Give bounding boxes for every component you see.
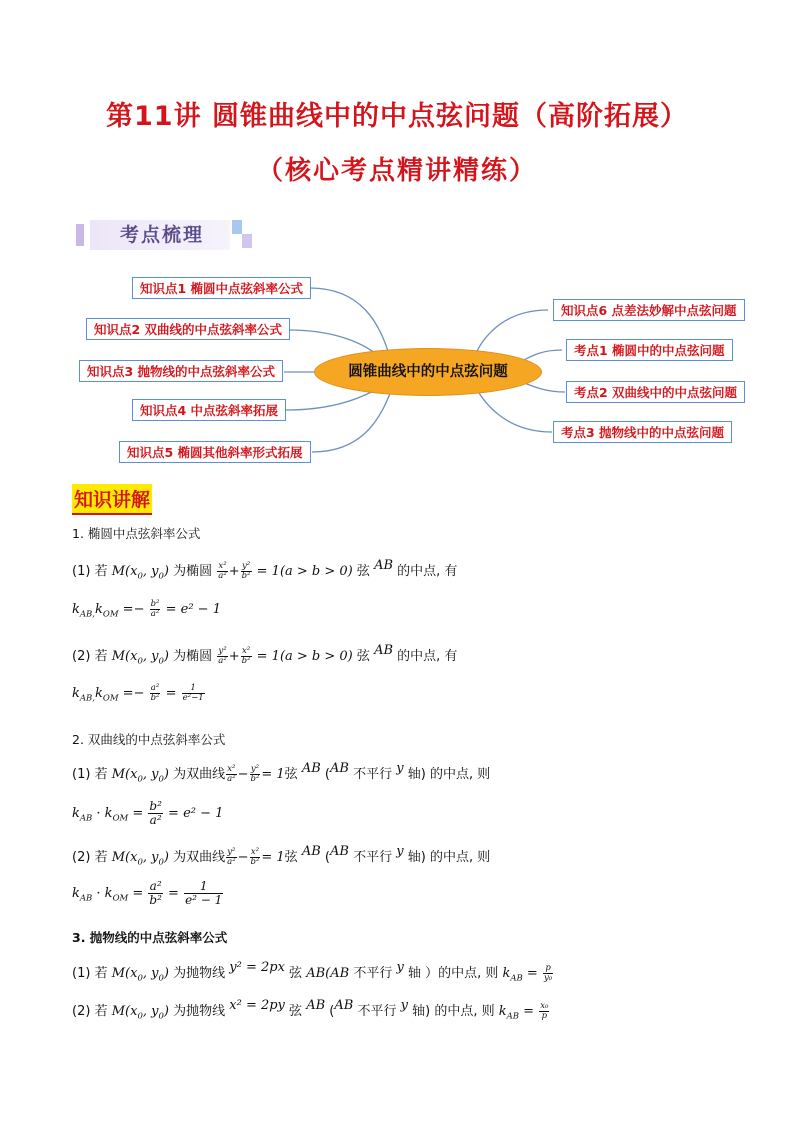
banner-bar [76,224,84,246]
subheading-parabola: 3. 抛物线的中点弦斜率公式 [72,930,228,945]
section-banner [76,214,260,252]
text-xian: 弦 [356,649,370,664]
text-bu-pingxing: 不平行 [353,966,393,981]
item-number: (1) [72,564,91,579]
section-heading: 知识讲解 [72,484,152,515]
text-wei: 为椭圆 [173,564,213,579]
text-xian: 弦 [356,564,370,579]
mindmap-node-knowledge-2: 知识点2 双曲线的中点弦斜率公式 [86,318,290,340]
mindmap-node-knowledge-5: 知识点5 椭圆其他斜率形式拓展 [119,441,311,463]
text-wei: 为双曲线 [173,850,226,865]
banner-square-purple [242,234,252,248]
formula-line-parabola-2: (2) 若 $M(x_0$, $y_0$) 为抛物线 x² = 2py 弦 AB (AB 不平行 y 轴) 的中点, 则 $k_{AB}$ = $\frac{\text{x₀}}{p}$ [72,998,549,1022]
text-ruo: 若 [94,850,108,865]
item-number: (2) [72,1004,91,1019]
math-point-M: $M(x_0$, $y_0$) [111,649,169,667]
text-ruo: 若 [94,767,108,782]
formula-line-parabola-1: (1) 若 $M(x_0$, $y_0$) 为抛物线 y² = 2px 弦 AB(AB 不平行 y 轴 ）的中点, 则 $k_{AB}$ = $\frac{p}{\text{y₀}}$ [72,960,553,984]
item-number: (1) [72,966,91,981]
math-fraction: $\frac{\text{x²}}{\text{a²}}$ [218,561,227,581]
subheading-ellipse: 1. 椭圆中点弦斜率公式 [72,526,201,541]
formula-result-hyperbola-1: $k_{AB} \cdot k_{OM}$ = $\frac{\text{b²}}{\text{a²}}$ = e² − 1 [72,799,224,827]
text-bu-pingxing: 不平行 [353,850,393,865]
text-ruo: 若 [94,966,108,981]
mindmap-node-topic-1: 考点1 椭圆中的中点弦问题 [566,339,733,361]
text-ruo: 若 [94,649,108,664]
mindmap-node-topic-2: 考点2 双曲线中的中点弦问题 [566,381,745,403]
mindmap-node-knowledge-1: 知识点1 椭圆中点弦斜率公式 [132,277,311,299]
text-xian: 弦 [289,966,303,981]
subheading-hyperbola: 2. 双曲线的中点弦斜率公式 [72,732,226,747]
text-bu-pingxing: 不平行 [353,767,393,782]
item-number: (2) [72,850,91,865]
text-wei: 为抛物线 [173,966,226,981]
text-xian: 弦 [289,1004,303,1019]
mindmap-node-knowledge-4: 知识点4 中点弦斜率拓展 [132,399,286,421]
text-zhou: 轴) 的中点, 则 [407,850,491,865]
formula-line-hyperbola-1: (1) 若 $M(x_0$, $y_0$) 为双曲线 $\frac{\text{x²}}{\text{a²}}$ − $\frac{\text{y²}}{\text{b²}}$ = 1弦 AB (AB 不平行 y 轴) 的中点, 则 [72,761,491,785]
text-zhongdian: 的中点, 有 [397,564,458,579]
text-zhou: 轴) 的中点, 则 [407,767,491,782]
math-AB: AB [374,558,394,573]
formula-line-hyperbola-2: (2) 若 $M(x_0$, $y_0$) 为双曲线 $\frac{\text{y²}}{\text{a²}}$ − $\frac{\text{x²}}{\text{b²}}$ = 1弦 AB (AB 不平行 y 轴) 的中点, 则 [72,844,491,868]
mindmap-center-node: 圆锥曲线中的中点弦问题 [314,348,542,396]
page-subtitle: （核心考点精讲精练） [256,156,537,186]
mindmap-node-topic-3: 考点3 抛物线中的中点弦问题 [553,421,732,443]
formula-line-ellipse-2: (2) 若 $M(x_0$, $y_0$) 为椭圆 $\frac{\text{y²}}{\text{a²}}$ + $\frac{\text{x²}}{\text{b²}}$ = 1(a > b > 0) 弦 AB 的中点, 有 [72,643,458,667]
text-wei: 为抛物线 [173,1004,226,1019]
text-wei: 为椭圆 [173,649,213,664]
banner-label: 考点梳理 [120,224,205,246]
formula-line-ellipse-1: (1) 若 $M(x_0$, $y_0$) 为椭圆 $\frac{\text{x²}}{\text{a²}}$ + $\frac{\text{y²}}{\text{b²}}$ = 1(a > b > 0) 弦 AB 的中点, 有 [72,558,458,582]
text-xian: 弦 [284,850,298,865]
text-ruo: 若 [94,1004,108,1019]
text-zhongdian: 的中点, 有 [397,649,458,664]
banner-square-blue [232,220,242,234]
text-ruo: 若 [94,564,108,579]
page-title: 第11讲 圆锥曲线中的中点弦问题（高阶拓展） [106,101,688,132]
item-number: (1) [72,767,91,782]
text-bu-pingxing: 不平行 [357,1004,397,1019]
math-fraction: $\frac{\text{y²}}{\text{b²}}$ [241,561,251,581]
math-point-M: $M(x_0$, $y_0$) [111,564,169,582]
formula-result-hyperbola-2: $k_{AB} \cdot k_{OM}$ = $\frac{\text{a²}}{\text{b²}}$ = $\frac{1}{\text{e² − 1}}$ [72,879,223,907]
math-ellipse-condition: = 1(a > b > 0) [256,564,353,579]
formula-result-ellipse-2: $k_{AB,}k_{OM}$ =− $\frac{\text{a²}}{\text{b²}}$ = $\frac{1}{\text{e²−1}}$ [72,683,204,704]
mindmap-node-knowledge-3: 知识点3 抛物线的中点弦斜率公式 [79,360,283,382]
text-wei: 为双曲线 [173,767,226,782]
formula-result-ellipse-1: $k_{AB,}k_{OM}$ =− $\frac{\text{b²}}{\text{a²}}$ = e² − 1 [72,599,221,620]
text-xian: 弦 [284,767,298,782]
text-zhou: 轴 ）的中点, 则 [407,966,499,981]
item-number: (2) [72,649,91,664]
mindmap-node-knowledge-6: 知识点6 点差法妙解中点弦问题 [553,299,745,321]
text-zhou: 轴) 的中点, 则 [412,1004,495,1019]
